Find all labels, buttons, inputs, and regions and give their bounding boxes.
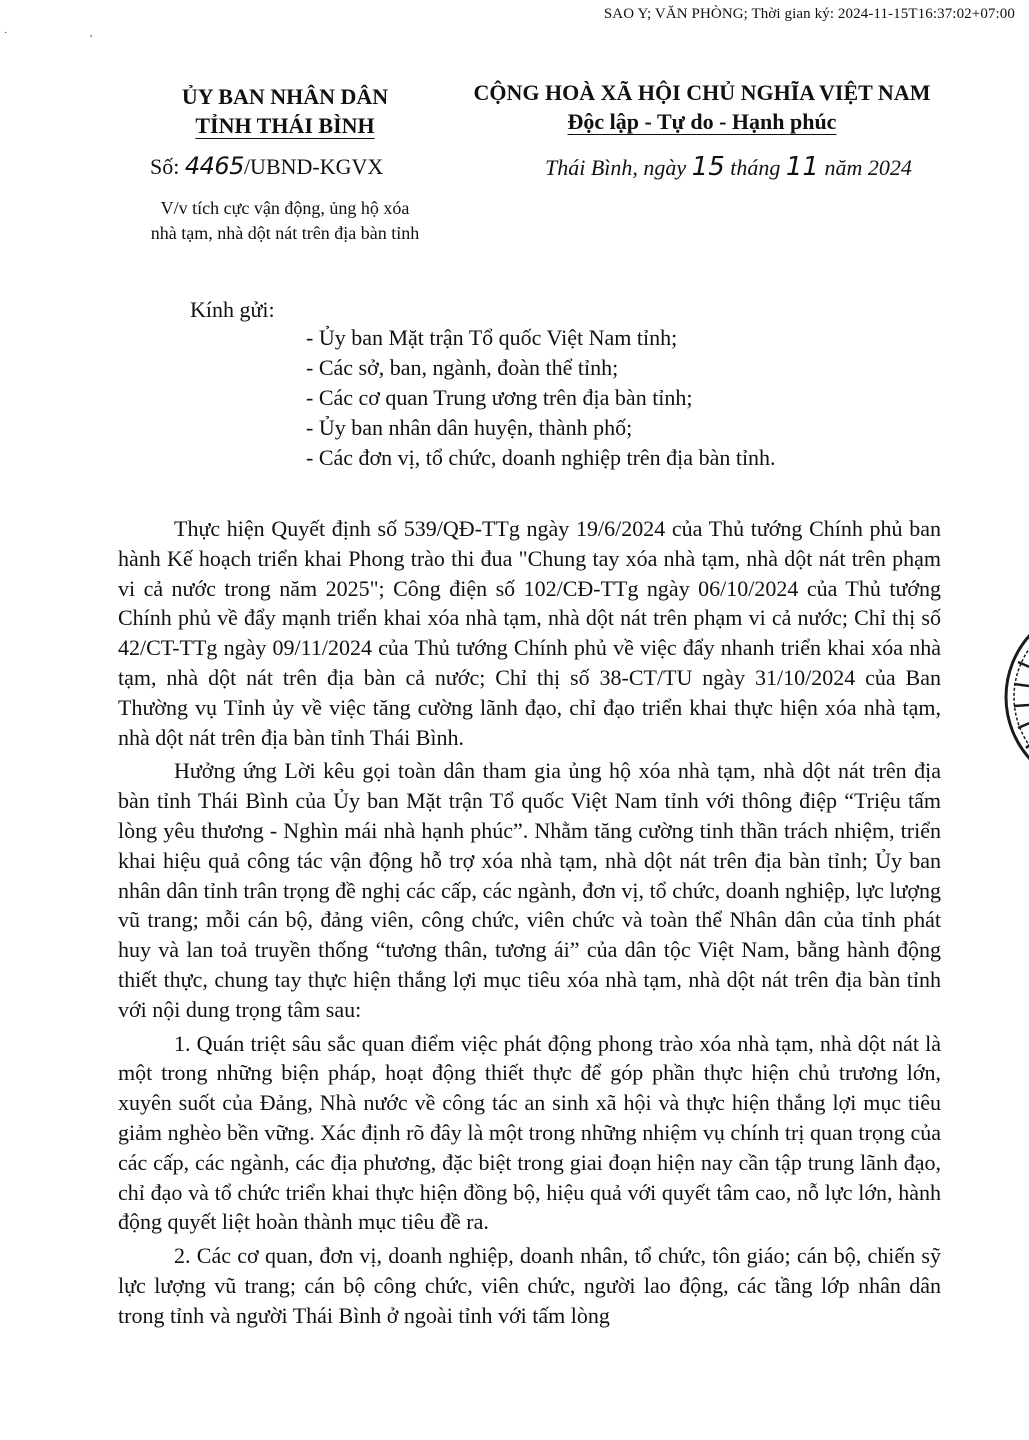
national-motto: Độc lập - Tự do - Hạnh phúc xyxy=(567,109,837,134)
body-paragraph: Hưởng ứng Lời kêu gọi toàn dân tham gia ủng hộ xóa nhà tạm, nhà dột nát trên địa bàn tỉnh Thái Bình của Ủy ban Mặt trận Tổ quốc Việt Nam tỉnh với thông điệp “Triệu tấm lòng yêu thương - Nghìn mái nhà hạnh phúc”. Nhằm tăng cường tinh thần trách nhiệm, triển khai hiệu quả công tác vận động hỗ trợ xóa nhà tạm, nhà dột nát trên địa bàn tỉnh; Ủy ban nhân dân tỉnh trân trọng đề nghị các cấp, các ngành, đơn vị, tổ chức, doanh nghiệp, lực lượng vũ trang; mỗi cán bộ, đảng viên, công chức, viên chức và toàn thể Nhân dân của tỉnh phát huy và lan toả truyền thống “tương thân, tương ái” của dân tộc Việt Nam, bằng hành động thiết thực, chung tay thực hiện thắng lợi mục tiêu xóa nhà tạm, nhà dột nát trên địa bàn tỉnh với nội dung trọng tâm sau: xyxy=(118,758,941,1022)
body-paragraph: Thực hiện Quyết định số 539/QĐ-TTg ngày 19/6/2024 của Thủ tướng Chính phủ ban hành Kế hoạch triển khai Phong trào thi đua "Chung tay xóa nhà tạm, nhà dột nát trên phạm vi cả nước trong năm 2025"; Công điện số 102/CĐ-TTg ngày 06/10/2024 của Thủ tướng Chính phủ về đẩy mạnh triển khai xóa nhà tạm, nhà dột nát trên phạm vi cả nước; Chỉ thị số 42/CT-TTg ngày 09/11/2024 của Thủ tướng Chính phủ về việc đẩy nhanh triển khai xóa nhà tạm, nhà dột nát trên địa bàn cả nước; Chỉ thị số 38-CT/TU ngày 31/10/2024 của Ban Thường vụ Tỉnh ủy về việc tăng cường lãnh đạo, chỉ đạo triển khai thực hiện xóa nhà tạm, nhà dột nát trên địa bàn tỉnh Thái Bình. xyxy=(118,516,941,750)
document-body xyxy=(118,514,941,1335)
document-number-handwritten: 4465 xyxy=(184,152,244,180)
date-prefix: Thái Bình, ngày xyxy=(545,155,692,180)
date-month-label: tháng xyxy=(724,155,786,180)
scan-marks: · , xyxy=(4,28,93,39)
document-subject xyxy=(110,196,460,246)
kinh-gui-label: Kính gửi: xyxy=(190,297,275,322)
issuing-authority xyxy=(130,82,440,140)
nation-name: CỘNG HOÀ XÃ HỘI CHỦ NGHĨA VIỆT NAM xyxy=(473,80,931,105)
official-seal-fragment xyxy=(988,602,1029,792)
recipient-item: - Các đơn vị, tổ chức, doanh nghiệp trên địa bàn tỉnh. xyxy=(306,445,776,470)
body-paragraph: 2. Các cơ quan, đơn vị, doanh nghiệp, doanh nhân, tổ chức, tôn giáo; cán bộ, chiến sỹ lực lượng vũ trang; cán bộ công chức, viên chức, người lao động, các tầng lớp nhân dân trong tỉnh và người Thái Bình ở ngoài tỉnh với tấm lòng xyxy=(118,1243,941,1328)
national-title xyxy=(452,78,952,136)
document-number xyxy=(150,152,383,180)
recipient-list xyxy=(306,323,776,473)
recipient-item: - Ủy ban Mặt trận Tổ quốc Việt Nam tỉnh; xyxy=(306,325,678,350)
issue-date xyxy=(545,152,912,182)
recipient-item: - Các cơ quan Trung ương trên địa bàn tỉnh; xyxy=(306,385,693,410)
recipient-item: - Ủy ban nhân dân huyện, thành phố; xyxy=(306,415,633,440)
subject-line-1: V/v tích cực vận động, ủng hộ xóa xyxy=(160,198,410,218)
date-year: năm 2024 xyxy=(818,155,912,180)
date-day-handwritten: 15 xyxy=(691,152,725,182)
subject-line-2: nhà tạm, nhà dột nát trên địa bàn tỉnh xyxy=(150,223,420,243)
digital-signature-line: SAO Y; VĂN PHÒNG; Thời gian ký: 2024-11-15T16:37:02+07:00 xyxy=(603,6,1015,22)
recipient-item: - Các sở, ban, ngành, đoàn thể tỉnh; xyxy=(306,355,619,380)
body-paragraph: 1. Quán triệt sâu sắc quan điểm việc phát động phong trào xóa nhà tạm, nhà dột nát là một trong những biện pháp, hoạt động thiết thực để góp phần thực hiện chủ trương lớn, xuyên suốt của Đảng, Nhà nước về công tác an sinh xã hội và thực hiện thắng lợi mục tiêu giảm nghèo bền vững. Xác định rõ đây là một trong những nhiệm vụ chính trị quan trọng của các cấp, các ngành, các địa phương, đặc biệt trong giai đoạn hiện nay cần tập trung lãnh đạo, chỉ đạo và tổ chức triển khai thực hiện đồng bộ, hiệu quả với quyết tâm cao, nỗ lực lớn, hành động quyết liệt hoàn thành mục tiêu đề ra. xyxy=(118,1030,941,1235)
document-number-prefix: Số: xyxy=(150,154,185,179)
authority-line-1: ỦY BAN NHÂN DÂN xyxy=(181,84,389,109)
document-number-suffix: /UBND-KGVX xyxy=(243,154,384,179)
date-month-handwritten: 11 xyxy=(785,152,819,182)
authority-line-2: TỈNH THÁI BÌNH xyxy=(195,113,375,138)
